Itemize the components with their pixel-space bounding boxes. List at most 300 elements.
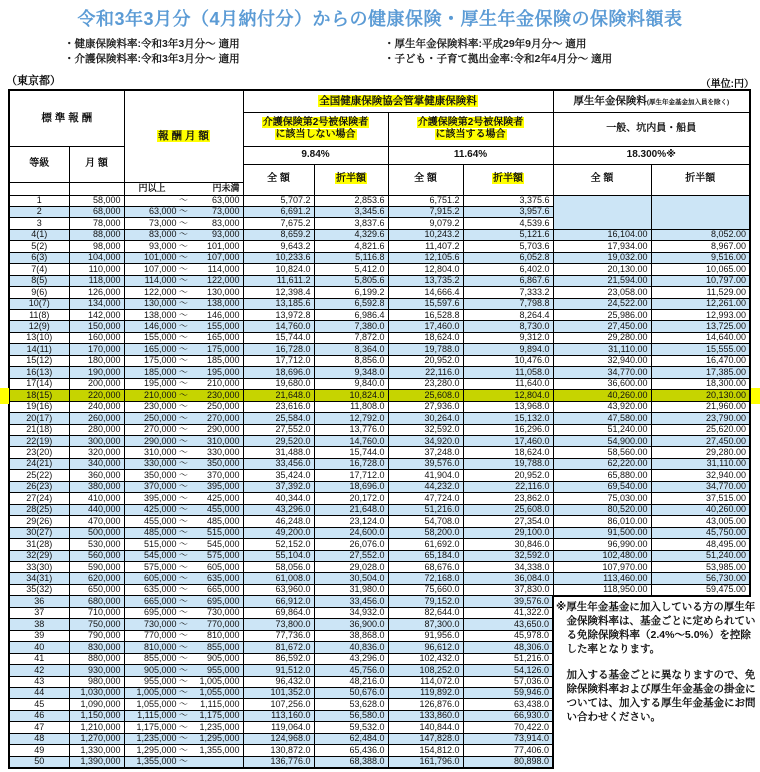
table-row — [9, 756, 750, 767]
monthly-cell: 134,000 — [69, 298, 124, 309]
care-full-cell: 16,528.8 — [388, 310, 463, 321]
remuneration-monthly-header: 報 酬 月 額 — [124, 90, 243, 182]
notice-child-rate: ・子ども・子育て拠出金率:令和2年4月分～ 適用 — [384, 53, 613, 65]
no-care-header: 介護保険第2号被保険者 に該当しない場合 — [243, 112, 388, 146]
care-half-cell: 15,132.0 — [463, 413, 553, 424]
grade-cell: 45 — [9, 699, 69, 710]
pension-full-cell: 80,520.00 — [553, 504, 651, 515]
grade-cell: 13(10) — [9, 332, 69, 343]
care-full-cell: 108,252.0 — [388, 665, 463, 676]
care-half-cell: 51,216.0 — [463, 653, 553, 664]
pension-full-cell: 51,240.00 — [553, 424, 651, 435]
table-row — [9, 287, 750, 298]
health-half-cell: 3,345.6 — [314, 206, 388, 217]
grade-cell: 46 — [9, 710, 69, 721]
pension-full-cell: 107,970.00 — [553, 562, 651, 573]
monthly-cell: 142,000 — [69, 310, 124, 321]
pension-full-cell: 102,480.00 — [553, 550, 651, 561]
health-half-cell: 2,853.6 — [314, 195, 388, 206]
care-half-cell: 66,930.0 — [463, 710, 553, 721]
range-cell: 175,000 ～ 185,000 — [124, 355, 243, 366]
pension-half-cell: 8,052.00 — [651, 229, 750, 240]
health-full-cell: 27,552.0 — [243, 424, 314, 435]
pension-full-cell: 19,032.00 — [553, 252, 651, 263]
range-cell: 665,000 ～ 695,000 — [124, 596, 243, 607]
care-half-cell: 17,460.0 — [463, 436, 553, 447]
pension-half-cell: 10,797.00 — [651, 275, 750, 286]
grade-cell: 38 — [9, 619, 69, 630]
health-half-cell: 53,628.0 — [314, 699, 388, 710]
monthly-cell: 200,000 — [69, 378, 124, 389]
grade-cell: 1 — [9, 195, 69, 206]
table-row — [9, 584, 750, 595]
range-cell: 73,000 ～ 83,000 — [124, 218, 243, 229]
range-cell: 425,000 ～ 455,000 — [124, 504, 243, 515]
care-half-cell: 19,788.0 — [463, 458, 553, 469]
pension-full-cell: 36,600.00 — [553, 378, 651, 389]
monthly-cell: 530,000 — [69, 539, 124, 550]
health-half-cell: 6,986.4 — [314, 310, 388, 321]
health-full-cell: 91,512.0 — [243, 665, 314, 676]
rate-notices — [64, 37, 612, 67]
health-full-cell: 15,744.0 — [243, 332, 314, 343]
care-full-cell: 39,576.0 — [388, 458, 463, 469]
range-cell: 290,000 ～ 310,000 — [124, 436, 243, 447]
pension-spacer-cell — [651, 745, 750, 756]
care-full-cell: 161,796.0 — [388, 756, 463, 767]
pension-full-cell: 118,950.00 — [553, 584, 651, 595]
care-half-cell: 7,798.8 — [463, 298, 553, 309]
range-cell: 855,000 ～ 905,000 — [124, 653, 243, 664]
table-row — [9, 332, 750, 343]
health-full-cell: 73,800.0 — [243, 619, 314, 630]
pension-spacer-cell — [651, 733, 750, 744]
health-half-cell: 26,076.0 — [314, 539, 388, 550]
range-cell: 107,000 ～ 114,000 — [124, 264, 243, 275]
table-row — [9, 447, 750, 458]
pension-full-cell — [553, 195, 651, 229]
grade-cell: 14(11) — [9, 344, 69, 355]
grade-cell: 31(28) — [9, 539, 69, 550]
health-full-cell: 49,200.0 — [243, 527, 314, 538]
monthly-cell: 300,000 — [69, 436, 124, 447]
health-full-cell: 96,432.0 — [243, 676, 314, 687]
health-full-cell: 12,398.4 — [243, 287, 314, 298]
range-cell: 122,000 ～ 130,000 — [124, 287, 243, 298]
pension-half-cell: 15,555.00 — [651, 344, 750, 355]
pension-half-cell: 51,240.00 — [651, 550, 750, 561]
health-half-cell: 20,172.0 — [314, 493, 388, 504]
health-half-cell: 36,900.0 — [314, 619, 388, 630]
pension-half-cell: 45,750.00 — [651, 527, 750, 538]
monthly-cell: 98,000 — [69, 241, 124, 252]
grade-cell: 41 — [9, 653, 69, 664]
care-half-cell: 54,126.0 — [463, 665, 553, 676]
monthly-cell: 410,000 — [69, 493, 124, 504]
care-full-cell: 37,248.0 — [388, 447, 463, 458]
range-cell: 575,000 ～ 605,000 — [124, 562, 243, 573]
monthly-cell: 68,000 — [69, 206, 124, 217]
table-row — [9, 539, 750, 550]
table-row — [9, 367, 750, 378]
care-full-cell: 61,692.0 — [388, 539, 463, 550]
care-half-cell: 13,968.0 — [463, 401, 553, 412]
health-full-cell: 43,296.0 — [243, 504, 314, 515]
health-half-cell: 8,364.0 — [314, 344, 388, 355]
monthly-cell: 650,000 — [69, 584, 124, 595]
care-half-cell: 23,862.0 — [463, 493, 553, 504]
table-row — [9, 470, 750, 481]
health-half-cell: 48,216.0 — [314, 676, 388, 687]
health-half-cell: 21,648.0 — [314, 504, 388, 515]
table-row — [9, 745, 750, 756]
range-cell: 195,000 ～ 210,000 — [124, 378, 243, 389]
health-full-cell: 107,256.0 — [243, 699, 314, 710]
range-cell: 1,055,000 ～ 1,115,000 — [124, 699, 243, 710]
grade-cell: 5(2) — [9, 241, 69, 252]
grade-cell: 32(29) — [9, 550, 69, 561]
range-cell: 545,000 ～ 575,000 — [124, 550, 243, 561]
health-half-cell: 27,552.0 — [314, 550, 388, 561]
health-half-cell: 6,199.2 — [314, 287, 388, 298]
table-row — [9, 229, 750, 240]
pension-half-cell: 10,065.00 — [651, 264, 750, 275]
care-half-cell: 25,608.0 — [463, 504, 553, 515]
range-cell: 635,000 ～ 665,000 — [124, 584, 243, 595]
grade-cell: 29(26) — [9, 516, 69, 527]
grade-cell: 43 — [9, 676, 69, 687]
monthly-cell: 710,000 — [69, 607, 124, 618]
care-full-cell: 87,300.0 — [388, 619, 463, 630]
care-half-cell: 63,438.0 — [463, 699, 553, 710]
range-cell: 101,000 ～ 107,000 — [124, 252, 243, 263]
health-full-cell: 113,160.0 — [243, 710, 314, 721]
pension-full-cell: 16,104.00 — [553, 229, 651, 240]
pension-full-cell: 29,280.00 — [553, 332, 651, 343]
grade-cell: 35(32) — [9, 584, 69, 595]
range-cell: 905,000 ～ 955,000 — [124, 665, 243, 676]
monthly-cell: 1,330,000 — [69, 745, 124, 756]
pension-half-cell: 9,516.00 — [651, 252, 750, 263]
care-half-cell: 70,422.0 — [463, 722, 553, 733]
pension-full-cell: 24,522.00 — [553, 298, 651, 309]
monthly-cell: 1,030,000 — [69, 687, 124, 698]
grade-cell: 18(15) — [9, 390, 69, 401]
care-half-cell: 8,264.4 — [463, 310, 553, 321]
care-half-cell: 37,830.0 — [463, 584, 553, 595]
care-full-cell: 27,936.0 — [388, 401, 463, 412]
monthly-cell: 1,390,000 — [69, 756, 124, 767]
health-full-cell: 18,696.0 — [243, 367, 314, 378]
table-row — [9, 298, 750, 309]
monthly-cell: 260,000 — [69, 413, 124, 424]
grade-cell: 42 — [9, 665, 69, 676]
grade-cell: 23(20) — [9, 447, 69, 458]
care-full-cell: 30,264.0 — [388, 413, 463, 424]
care-half-cell: 34,338.0 — [463, 562, 553, 573]
care-half-cell: 73,914.0 — [463, 733, 553, 744]
monthly-cell: 790,000 — [69, 630, 124, 641]
table-row — [9, 252, 750, 263]
health-full-header: 全 額 — [243, 164, 314, 195]
range-cell: 1,355,000 ～ — [124, 756, 243, 767]
grade-cell: 22(19) — [9, 436, 69, 447]
range-cell: 83,000 ～ 93,000 — [124, 229, 243, 240]
care-full-cell: 91,956.0 — [388, 630, 463, 641]
range-cell: 1,005,000 ～ 1,055,000 — [124, 687, 243, 698]
grade-cell: 26(23) — [9, 481, 69, 492]
pension-full-cell: 43,920.00 — [553, 401, 651, 412]
health-full-cell: 35,424.0 — [243, 470, 314, 481]
health-full-cell: 101,352.0 — [243, 687, 314, 698]
health-half-cell: 17,712.0 — [314, 470, 388, 481]
range-cell: 270,000 ～ 290,000 — [124, 424, 243, 435]
care-half-cell: 3,957.6 — [463, 206, 553, 217]
care-half-cell: 3,375.6 — [463, 195, 553, 206]
care-half-cell: 77,406.0 — [463, 745, 553, 756]
care-full-cell: 119,892.0 — [388, 687, 463, 698]
range-cell: 330,000 ～ 350,000 — [124, 458, 243, 469]
care-half-cell: 12,804.0 — [463, 390, 553, 401]
health-half-cell: 7,380.0 — [314, 321, 388, 332]
health-half-cell: 5,805.6 — [314, 275, 388, 286]
pension-half-cell: 16,470.00 — [651, 355, 750, 366]
pension-fund-note-para1: ※厚生年金基金に加入している方の厚生年金保険料率は、基金ごとに定められている免除保険料率（2.4%～5.0%）を控除した率となります。 — [556, 601, 756, 655]
range-cell: 730,000 ～ 770,000 — [124, 619, 243, 630]
range-cell: 130,000 ～ 138,000 — [124, 298, 243, 309]
health-full-cell: 124,968.0 — [243, 733, 314, 744]
range-cell: 955,000 ～ 1,005,000 — [124, 676, 243, 687]
monthly-cell: 160,000 — [69, 332, 124, 343]
pension-half-cell: 40,260.00 — [651, 504, 750, 515]
table-row — [9, 413, 750, 424]
care-full-cell: 13,735.2 — [388, 275, 463, 286]
health-full-cell: 25,584.0 — [243, 413, 314, 424]
rate-pension-header: 18.300%※ — [553, 146, 750, 164]
care-half-cell: 22,116.0 — [463, 481, 553, 492]
care-full-cell: 12,804.0 — [388, 264, 463, 275]
grade-cell: 27(24) — [9, 493, 69, 504]
pension-half-cell: 14,640.00 — [651, 332, 750, 343]
yen-spacer-monthly — [69, 182, 124, 195]
health-half-cell: 34,932.0 — [314, 607, 388, 618]
pension-half-cell: 23,790.00 — [651, 413, 750, 424]
care-full-cell: 47,724.0 — [388, 493, 463, 504]
pension-full-cell: 91,500.00 — [553, 527, 651, 538]
grade-cell: 9(6) — [9, 287, 69, 298]
health-half-cell: 3,837.6 — [314, 218, 388, 229]
care-half-cell: 6,052.8 — [463, 252, 553, 263]
care-full-cell: 133,860.0 — [388, 710, 463, 721]
pension-full-cell: 25,986.00 — [553, 310, 651, 321]
range-cell: 1,175,000 ～ 1,235,000 — [124, 722, 243, 733]
health-half-cell: 11,808.0 — [314, 401, 388, 412]
care-half-cell: 29,100.0 — [463, 527, 553, 538]
pension-half-cell: 37,515.00 — [651, 493, 750, 504]
care-half-cell: 30,846.0 — [463, 539, 553, 550]
grade-cell: 4(1) — [9, 229, 69, 240]
health-full-cell: 23,616.0 — [243, 401, 314, 412]
health-full-cell: 33,456.0 — [243, 458, 314, 469]
health-half-cell: 12,792.0 — [314, 413, 388, 424]
notice-health-rate: ・健康保険料率:令和3年3月分～ 適用 — [64, 38, 240, 50]
pension-half-cell: 56,730.00 — [651, 573, 750, 584]
health-full-cell: 6,691.2 — [243, 206, 314, 217]
care-full-cell: 14,666.4 — [388, 287, 463, 298]
range-cell: 455,000 ～ 485,000 — [124, 516, 243, 527]
care-half-header: 折半額 — [463, 164, 553, 195]
range-cell: 350,000 ～ 370,000 — [124, 470, 243, 481]
standard-remuneration-header: 標 準 報 酬 — [9, 90, 124, 146]
table-row — [9, 550, 750, 561]
pension-half-cell: 17,385.00 — [651, 367, 750, 378]
care-full-cell: 10,243.2 — [388, 229, 463, 240]
pension-full-cell: 40,260.00 — [553, 390, 651, 401]
table-row — [9, 321, 750, 332]
pension-half-cell: 11,529.00 — [651, 287, 750, 298]
grade-cell: 39 — [9, 630, 69, 641]
health-full-cell: 10,233.6 — [243, 252, 314, 263]
health-half-cell: 7,872.0 — [314, 332, 388, 343]
care-full-cell: 79,152.0 — [388, 596, 463, 607]
care-full-cell: 82,644.0 — [388, 607, 463, 618]
care-full-cell: 7,915.2 — [388, 206, 463, 217]
pension-half-cell: 32,940.00 — [651, 470, 750, 481]
health-half-cell: 15,744.0 — [314, 447, 388, 458]
health-full-cell: 13,185.6 — [243, 298, 314, 309]
care-full-cell: 58,200.0 — [388, 527, 463, 538]
grade-cell: 50 — [9, 756, 69, 767]
health-half-cell: 45,756.0 — [314, 665, 388, 676]
table-row — [9, 310, 750, 321]
care-full-cell: 23,280.0 — [388, 378, 463, 389]
health-half-cell: 40,836.0 — [314, 642, 388, 653]
table-row — [9, 733, 750, 744]
health-full-cell: 37,392.0 — [243, 481, 314, 492]
health-half-cell: 31,980.0 — [314, 584, 388, 595]
pension-spacer-cell — [553, 756, 651, 767]
care-full-cell: 65,184.0 — [388, 550, 463, 561]
health-half-cell: 16,728.0 — [314, 458, 388, 469]
health-full-cell: 61,008.0 — [243, 573, 314, 584]
range-cell: 165,000 ～ 175,000 — [124, 344, 243, 355]
health-full-cell: 14,760.0 — [243, 321, 314, 332]
pension-full-cell: 20,130.00 — [553, 264, 651, 275]
care-full-cell: 9,079.2 — [388, 218, 463, 229]
health-half-cell: 13,776.0 — [314, 424, 388, 435]
health-full-cell: 13,972.8 — [243, 310, 314, 321]
care-full-cell: 20,952.0 — [388, 355, 463, 366]
range-cell: 370,000 ～ 395,000 — [124, 481, 243, 492]
pension-full-cell: 54,900.00 — [553, 436, 651, 447]
health-half-cell: 9,348.0 — [314, 367, 388, 378]
range-cell: 770,000 ～ 810,000 — [124, 630, 243, 641]
health-full-cell: 17,712.0 — [243, 355, 314, 366]
grade-cell: 48 — [9, 733, 69, 744]
health-full-cell: 63,960.0 — [243, 584, 314, 595]
monthly-cell: 830,000 — [69, 642, 124, 653]
grade-cell: 6(3) — [9, 252, 69, 263]
monthly-cell: 590,000 — [69, 562, 124, 573]
care-full-cell: 18,624.0 — [388, 332, 463, 343]
health-half-cell: 68,388.0 — [314, 756, 388, 767]
care-half-cell: 16,296.0 — [463, 424, 553, 435]
monthly-cell: 110,000 — [69, 264, 124, 275]
care-full-cell: 11,407.2 — [388, 241, 463, 252]
region-label: （東京都） — [6, 75, 61, 87]
table-row — [9, 458, 750, 469]
monthly-cell: 150,000 — [69, 321, 124, 332]
monthly-cell: 170,000 — [69, 344, 124, 355]
health-full-cell: 81,672.0 — [243, 642, 314, 653]
monthly-cell: 180,000 — [69, 355, 124, 366]
range-cell: 146,000 ～ 155,000 — [124, 321, 243, 332]
grade-cell: 25(22) — [9, 470, 69, 481]
pension-fund-note-para2: 加入する基金ごとに異なりますので、免除保険料率および厚生年金基金の掛金については、加入する厚生年金基金にお問い合わせください。 — [566, 669, 756, 724]
grade-cell: 17(14) — [9, 378, 69, 389]
grade-cell: 12(9) — [9, 321, 69, 332]
health-full-cell: 130,872.0 — [243, 745, 314, 756]
monthly-cell: 1,210,000 — [69, 722, 124, 733]
table-row — [9, 355, 750, 366]
health-half-cell: 38,868.0 — [314, 630, 388, 641]
pension-general-header: 一般、坑内員・船員 — [553, 112, 750, 146]
grade-cell: 7(4) — [9, 264, 69, 275]
health-full-cell: 21,648.0 — [243, 390, 314, 401]
grade-cell: 19(16) — [9, 401, 69, 412]
pension-full-cell: 62,220.00 — [553, 458, 651, 469]
care-half-cell: 45,978.0 — [463, 630, 553, 641]
pension-full-cell: 23,058.00 — [553, 287, 651, 298]
grade-cell: 40 — [9, 642, 69, 653]
care-full-cell: 54,708.0 — [388, 516, 463, 527]
health-full-cell: 119,064.0 — [243, 722, 314, 733]
health-full-cell: 29,520.0 — [243, 436, 314, 447]
table-row — [9, 516, 750, 527]
health-half-cell: 33,456.0 — [314, 596, 388, 607]
care-full-cell: 114,072.0 — [388, 676, 463, 687]
care-half-cell: 32,592.0 — [463, 550, 553, 561]
care-half-cell: 9,312.0 — [463, 332, 553, 343]
grade-cell: 15(12) — [9, 355, 69, 366]
pension-half-cell: 12,993.00 — [651, 310, 750, 321]
table-row — [9, 573, 750, 584]
health-full-cell: 86,592.0 — [243, 653, 314, 664]
health-half-cell: 23,124.0 — [314, 516, 388, 527]
care-full-cell: 41,904.0 — [388, 470, 463, 481]
table-row — [9, 527, 750, 538]
health-full-cell: 19,680.0 — [243, 378, 314, 389]
monthly-cell: 104,000 — [69, 252, 124, 263]
grade-cell: 47 — [9, 722, 69, 733]
range-cell: 310,000 ～ 330,000 — [124, 447, 243, 458]
highlight-bar-left — [0, 388, 9, 404]
care-full-header: 全 額 — [388, 164, 463, 195]
pension-half-cell: 43,005.00 — [651, 516, 750, 527]
health-full-cell: 52,152.0 — [243, 539, 314, 550]
grade-cell: 36 — [9, 596, 69, 607]
range-cell: 485,000 ～ 515,000 — [124, 527, 243, 538]
monthly-cell: 240,000 — [69, 401, 124, 412]
care-full-cell: 147,828.0 — [388, 733, 463, 744]
table-row — [9, 264, 750, 275]
range-cell: 605,000 ～ 635,000 — [124, 573, 243, 584]
rate-with-care-header: 11.64% — [388, 146, 553, 164]
care-full-cell: 15,597.6 — [388, 298, 463, 309]
table-row — [9, 562, 750, 573]
monthly-cell: 380,000 — [69, 481, 124, 492]
monthly-cell: 320,000 — [69, 447, 124, 458]
